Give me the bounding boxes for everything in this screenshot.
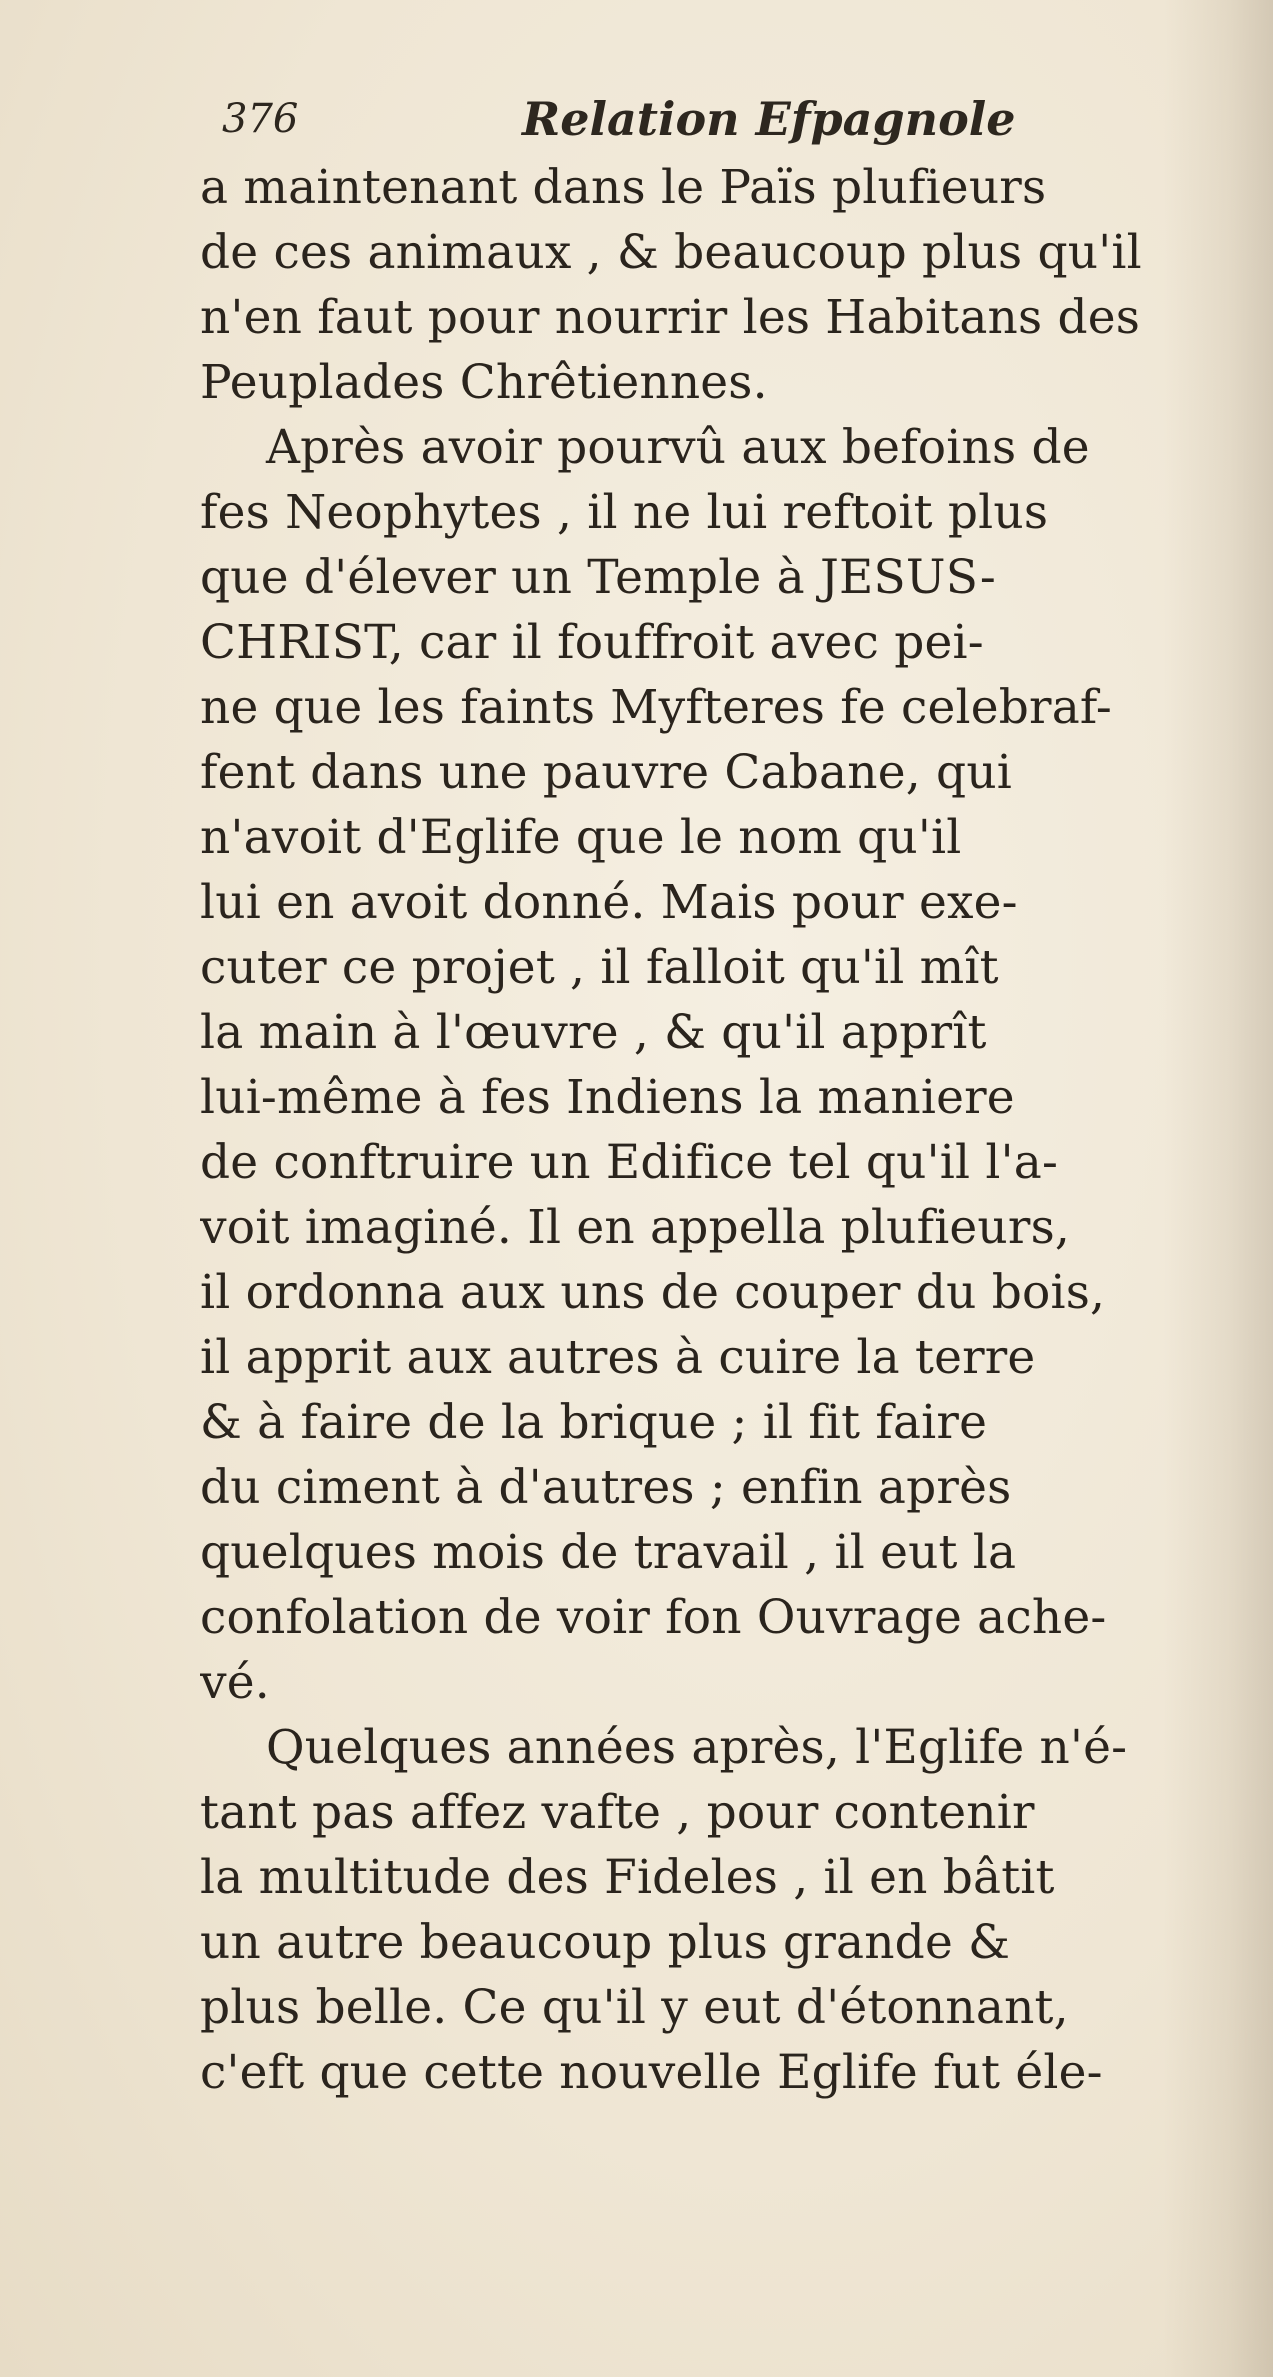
page-number: 376 [222,96,299,142]
text-line: c'eft que cette nouvelle Eglife fut éle- [200,2045,1103,2100]
text-line: du ciment à d'autres ; enfin après [200,1460,1012,1515]
text-line: il apprit aux autres à cuire la terre [200,1330,1036,1385]
text-line: la multitude des Fideles , il en bâtit [200,1850,1055,1905]
text-line: lui en avoit donné. Mais pour exe- [200,875,1018,930]
text-line: voit imaginé. Il en appella plufieurs, [200,1200,1071,1255]
text-line: plus belle. Ce qu'il y eut d'étonnant, [200,1980,1069,2035]
text-line: Peuplades Chrêtiennes. [200,355,768,410]
text-line: fent dans une pauvre Cabane, qui [200,745,1013,800]
text-line: ne que les faints Myfteres fe celebraf- [200,680,1112,735]
text-line: lui-même à fes Indiens la maniere [200,1070,1015,1125]
text-line: Quelques années après, l'Eglife n'é- [266,1720,1128,1775]
text-line: quelques mois de travail , il eut la [200,1525,1017,1580]
body-text [200,155,1240,2105]
text-line: n'avoit d'Eglife que le nom qu'il [200,810,962,865]
page-gutter-shadow [1163,0,1273,2377]
text-line: confolation de voir fon Ouvrage ache- [200,1590,1107,1645]
text-line: tant pas affez vafte , pour contenir [200,1785,1035,1840]
text-line: Après avoir pourvû aux befoins de [266,420,1090,475]
text-line: il ordonna aux uns de couper du bois, [200,1265,1106,1320]
text-line: CHRIST, car il fouffroit avec pei- [200,615,984,670]
text-line: de conftruire un Edifice tel qu'il l'a- [200,1135,1059,1190]
text-line: que d'élever un Temple à JESUS- [200,550,996,605]
text-line: cuter ce projet , il falloit qu'il mît [200,940,999,995]
text-line: de ces animaux , & beaucoup plus qu'il [200,225,1142,280]
text-line: un autre beaucoup plus grande & [200,1915,1011,1970]
running-title: Relation Efpagnole [522,92,1016,146]
text-line: & à faire de la brique ; il fit faire [200,1395,988,1450]
text-line: la main à l'œuvre , & qu'il apprît [200,1005,987,1060]
text-line: a maintenant dans le Païs plufieurs [200,160,1047,215]
text-line: fes Neophytes , il ne lui reftoit plus [200,485,1049,540]
text-line: vé. [200,1655,270,1710]
text-line: n'en faut pour nourrir les Habitans des [200,290,1141,345]
